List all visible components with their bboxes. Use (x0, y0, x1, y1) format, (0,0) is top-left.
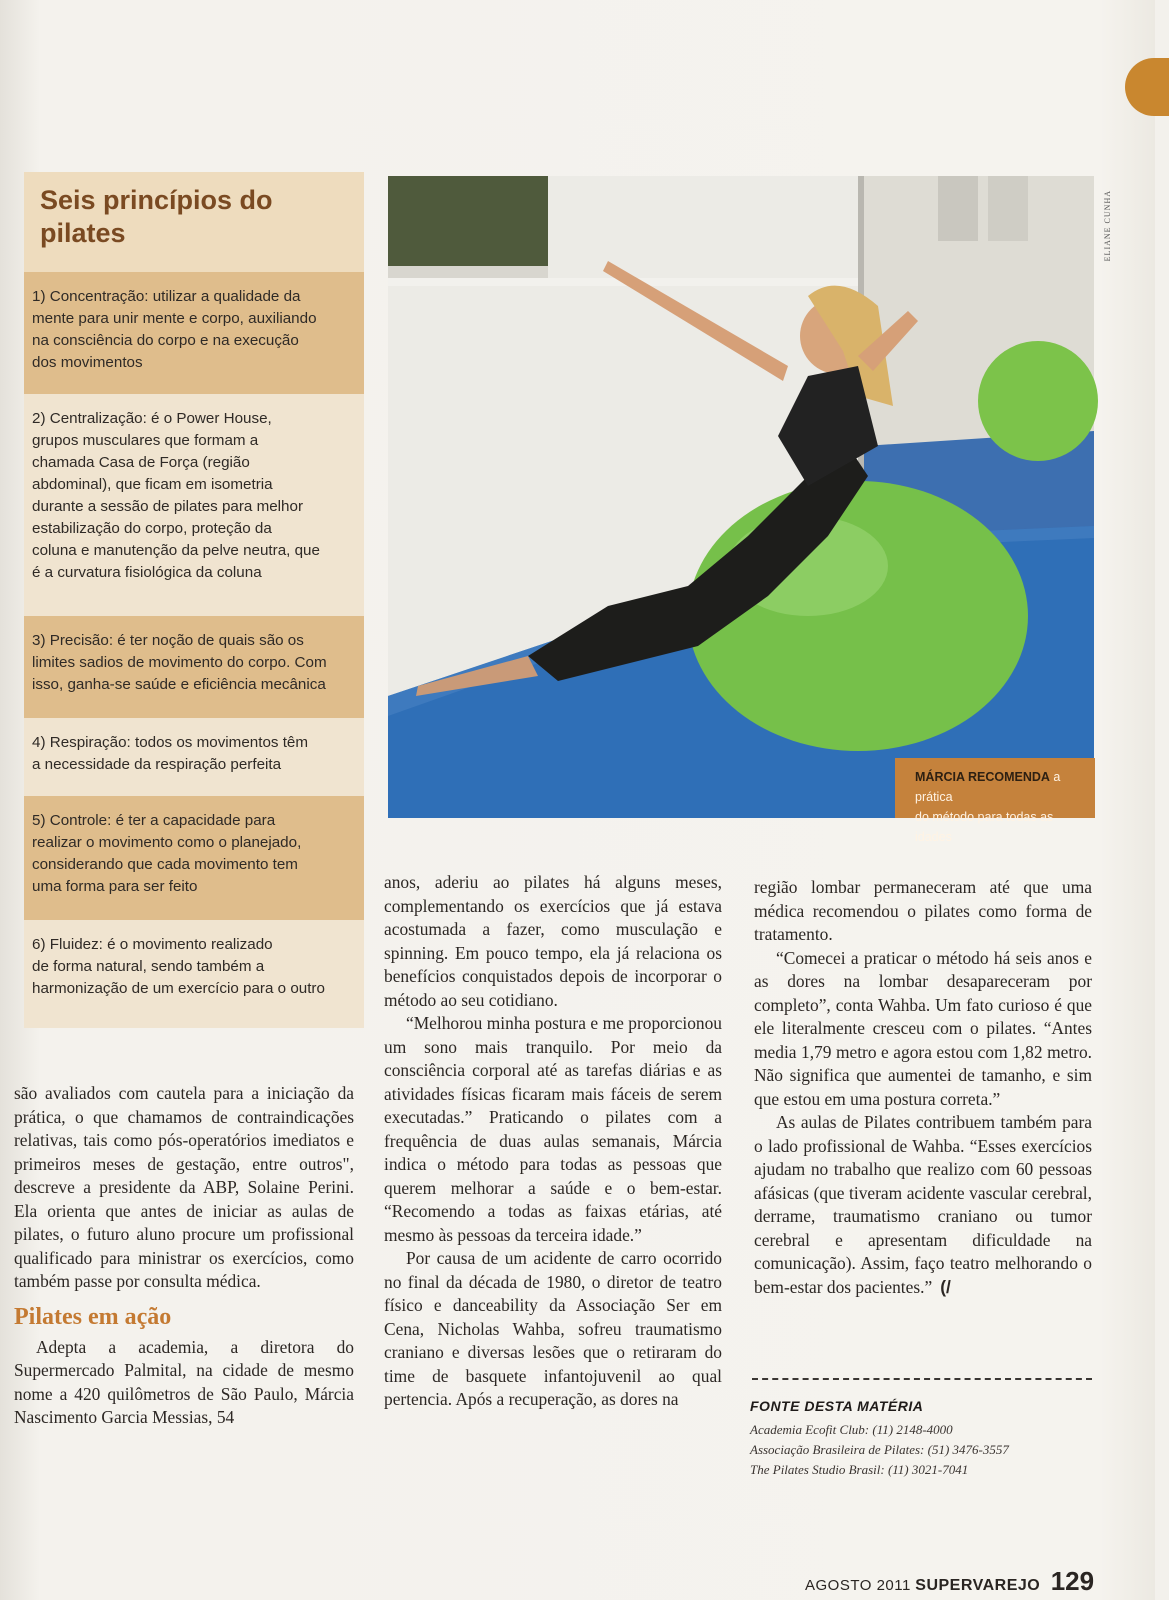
principle-line: de forma natural, sendo também a (32, 958, 265, 975)
article-paragraph (754, 1111, 1092, 1299)
article-column-2 (384, 871, 722, 1412)
article-column-1 (14, 1082, 354, 1430)
source-line: The Pilates Studio Brasil: (11) 3021-7041 (750, 1462, 969, 1477)
principle-item (24, 796, 364, 920)
footer-date: AGOSTO 2011 (805, 1577, 911, 1594)
principle-line: grupos musculares que formam a (32, 432, 259, 449)
sources-title: FONTE DESTA MATÉRIA (750, 1398, 924, 1414)
source-line: Associação Brasileira de Pilates: (51) 3476-3557 (750, 1442, 1009, 1457)
article-paragraph: Adepta a academia, a diretora do Supermercado Palmital, na cidade de mesmo nome a 420 quilômetros de São Paulo, Márcia Nascimento Garcia Messias, 54 (14, 1336, 354, 1427)
article-column-3 (754, 876, 1092, 1299)
caption-text-2: do método para todas as idades (915, 810, 1054, 844)
principle-line: realizar o movimento como o planejado, (32, 834, 302, 851)
principle-line: abdominal), que ficam em isometria (32, 476, 273, 493)
sidebar-header (24, 172, 364, 272)
principle-line: coluna e manutenção da pelve neutra, que (32, 542, 320, 559)
page-footer (805, 1566, 1105, 1596)
caption-bold: MÁRCIA RECOMENDA (915, 770, 1050, 784)
principle-line: 3) Precisão: é ter noção de quais são os (32, 632, 304, 649)
principle-line: 1) Concentração: utilizar a qualidade da (32, 288, 301, 305)
article-paragraph: anos, aderiu ao pilates há alguns meses, complementando os exercícios que já estava acostumada a fazer, como musculação e spinning. Em pouco tempo, ela já relaciona os benefícios conquistados depois de incorporar o método ao seu cotidiano. (384, 872, 722, 1010)
principle-line: uma forma para ser feito (32, 878, 198, 895)
article-paragraph-text: As aulas de Pilates contribuem também para o lado profissional de Wahba. “Esses exercícios ajudam no trabalho que realizo com 60 pessoas afásicas (que tiveram acidente vascular cerebral, derrame, traumatismo craniano ou tumor cerebral e apresentam dificuldade na comunicação). Assim, faço teatro melhorando o bem-estar dos pacientes.” (754, 1112, 1092, 1297)
principle-item (24, 718, 364, 796)
photo-credit: ELIANE CUNHA (1103, 190, 1112, 262)
principle-line: a necessidade da respiração perfeita (32, 756, 282, 773)
principle-line: na consciência do corpo e na execução (32, 332, 299, 349)
photo-caption (895, 758, 1095, 844)
pilates-photo (388, 176, 1094, 844)
principle-item (24, 920, 364, 1028)
sources-box (750, 1398, 1090, 1480)
principle-line: 2) Centralização: é o Power House, (32, 410, 272, 427)
principle-line: considerando que cada movimento tem (32, 856, 298, 873)
sidebar-title: Seis princípios do pilates (40, 185, 273, 248)
photo-illustration (388, 176, 1094, 818)
principle-line: isso, ganha-se saúde e eficiência mecânica (32, 676, 326, 693)
principle-line: 4) Respiração: todos os movimentos têm (32, 734, 309, 751)
sources-divider (752, 1378, 1092, 1380)
principle-item (24, 394, 364, 616)
principle-line: chamada Casa de Força (região (32, 454, 250, 471)
article-paragraph: Por causa de um acidente de carro ocorrido no final da década de 1980, o diretor de teatro físico e danceability da Associação Ser em Cena, Nicholas Wahba, sofreu traumatismo craniano e diversas lesões que o retiraram do time de basquete infantojuvenil ao qual pertencia. Após a recuperação, as dores na (384, 1248, 722, 1409)
article-subhead: Pilates em ação (14, 1303, 172, 1330)
principle-line: 6) Fluidez: é o movimento realizado (32, 936, 273, 953)
principle-item (24, 272, 364, 394)
principle-line: dos movimentos (32, 354, 143, 371)
principle-line: harmonização de um exercício para o outro (32, 980, 325, 997)
end-mark-icon: (/ (940, 1276, 951, 1297)
principle-line: limites sadios de movimento do corpo. Com (32, 654, 327, 671)
caption-text: a prática (915, 770, 1061, 804)
principle-line: mente para unir mente e corpo, auxiliando (32, 310, 317, 327)
article-paragraph: região lombar permaneceram até que uma médica recomendou o pilates como forma de tratamento. (754, 877, 1092, 944)
article-paragraph: “Comecei a praticar o método há seis anos e as dores na lombar desapareceram por completo”, conta Wahba. Um fato curioso é que ele literalmente cresceu com o pilates. “Antes media 1,79 metro e agora estou com 1,82 metro. Não significa que aumentei de tamanho, e sim que estou em uma postura correta.” (754, 947, 1092, 1109)
article-paragraph: são avaliados com cautela para a iniciação da prática, o que chamamos de contraindicações relativas, tais como pós-operatórios imediatos e primeiros meses de gestação, entre outros", descreve a presidente da ABP, Solaine Perini. Ela orienta que antes de iniciar as aulas de pilates, o futuro aluno procure um profissional qualificado para ministrar os exercícios, como também passe por consulta médica. (14, 1083, 354, 1291)
principle-item (24, 616, 364, 718)
principle-line: é a curvatura fisiológica da coluna (32, 564, 262, 581)
page-number: 129 (1050, 1566, 1095, 1596)
principles-sidebar (24, 172, 364, 1028)
source-line: Academia Ecofit Club: (11) 2148-4000 (750, 1422, 953, 1437)
principle-line: 5) Controle: é ter a capacidade para (32, 812, 276, 829)
principle-line: estabilização do corpo, proteção da (32, 520, 272, 537)
article-paragraph: “Melhorou minha postura e me proporcionou um sono mais tranquilo. Por meio da consciência corporal até as tarefas diárias e as atividades físicas ficaram mais fáceis de serem executadas.” Praticando o pilates com a frequência de duas aulas semanais, Márcia indica o método para todas as pessoas que querem melhorar a saúde e o bem-estar. “Recomendo a todas as faixas etárias, até mesmo às pessoas da terceira idade.” (384, 1013, 722, 1245)
principle-line: durante a sessão de pilates para melhor (32, 498, 304, 515)
footer-magazine: SUPERVAREJO (915, 1577, 1041, 1594)
